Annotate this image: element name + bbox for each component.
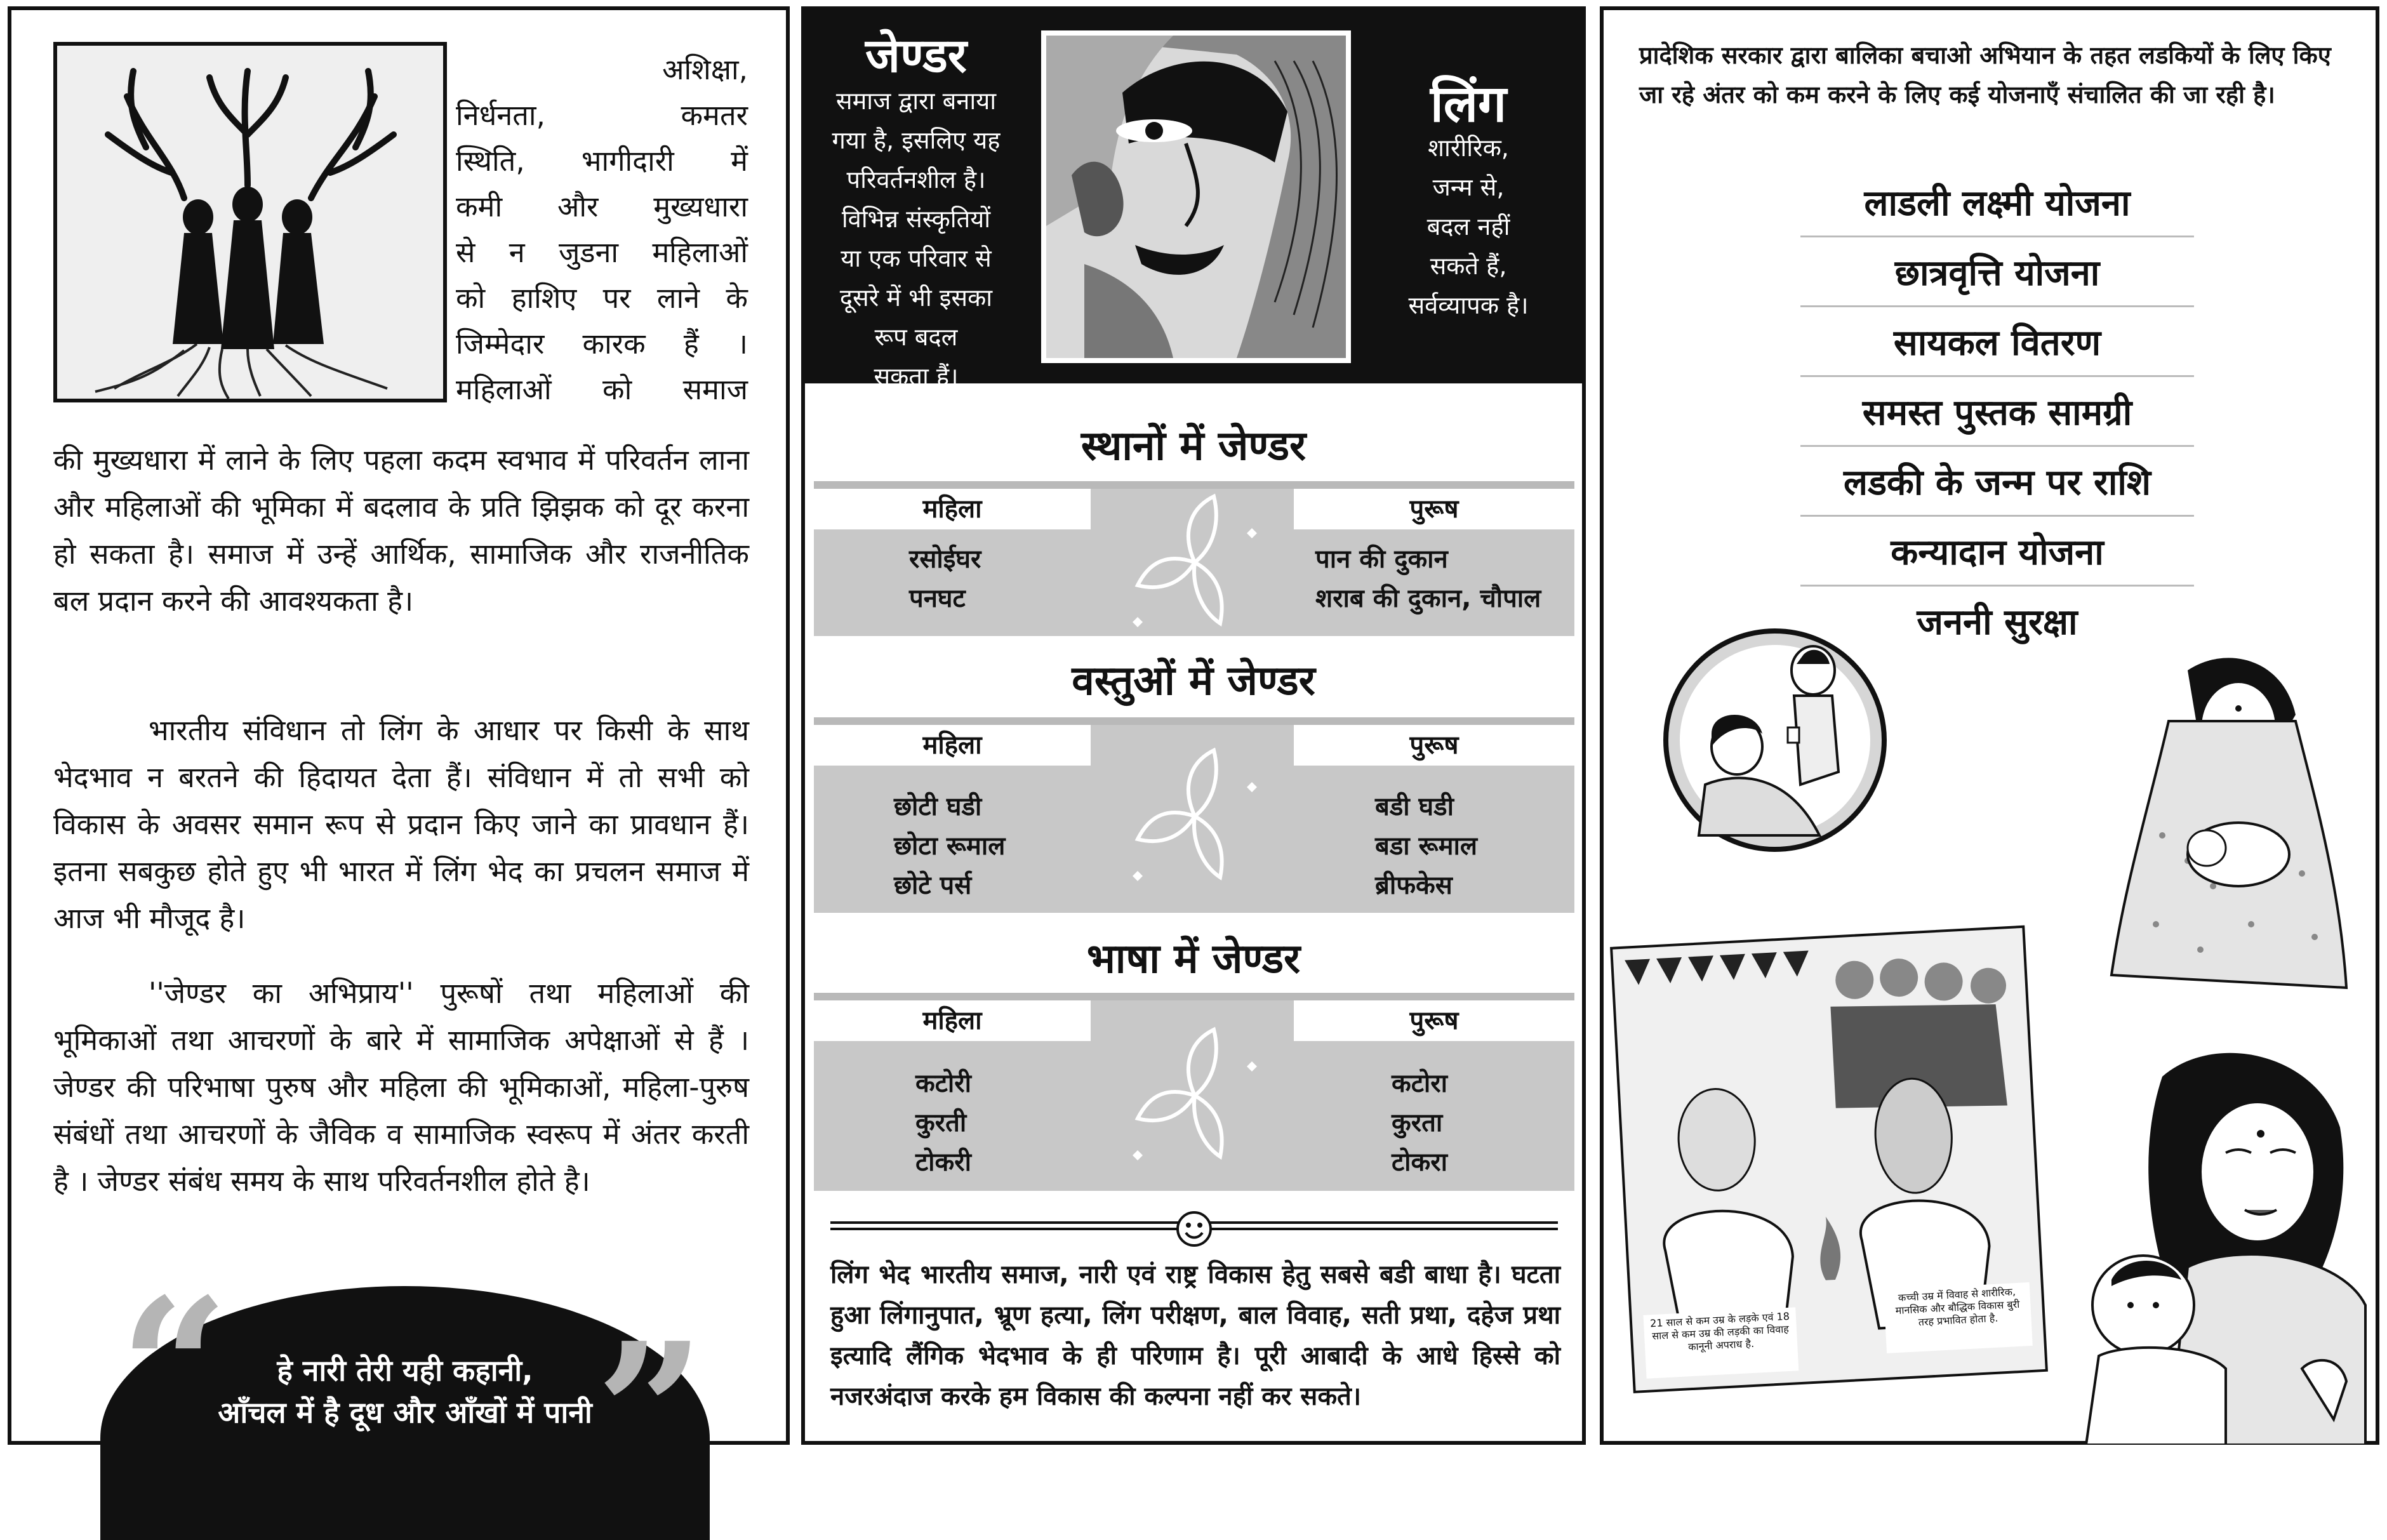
middle-panel	[801, 6, 1586, 1445]
list-item: छोटी घडी	[894, 792, 982, 821]
schemes-intro: प्रादेशिक सरकार द्वारा बालिका बचाओ अभियान के तहत लडकियों के लिए किए जा रहे अंतर को कम करने के लिए कई योजनाएँ संचालित की जा रही है।	[1639, 41, 2331, 109]
float-line: स्थिति, भागीदारी में	[456, 144, 748, 178]
paragraph-1-rest: की मुख्यधारा में लाने के लिए पहला कदम स्वभाव में परिवर्तन लाना और महिलाओं की भूमिका में बदलाव के प्रति झिझक को दूर करना हो सकता है। समाज में उन्हें आर्थिक, सामाजिक और राजनीतिक बल प्रदान करने की आवश्यकता है।	[53, 443, 749, 618]
scheme-item: लाडली लक्ष्मी योजना	[1864, 182, 2131, 224]
poster-caption-right: कच्ची उम्र में विवाह से शारीरिक, मानसिक और बौद्धिक विकास बुरी तरह प्रभावित होता है.	[1895, 1285, 2020, 1329]
female-items	[894, 787, 1005, 905]
list-item: कटोरा	[1392, 1069, 1447, 1098]
nursing-mother-illustration	[2086, 645, 2372, 1000]
section-title-objects: वस्तुओं में जेण्डर	[1072, 657, 1315, 705]
quote-text	[138, 1350, 672, 1433]
tree-women-illustration	[53, 42, 447, 402]
gender-description	[811, 81, 1021, 396]
right-panel	[1600, 6, 2379, 1445]
list-item: कुरता	[1392, 1108, 1443, 1138]
leaf-motif-icon	[1119, 744, 1271, 889]
ling-line: सकते हैं,	[1430, 252, 1507, 280]
child-marriage-poster	[1610, 924, 2054, 1394]
gender-line: परिवर्तनशील है।	[846, 166, 986, 194]
list-item: पनघट	[909, 584, 966, 613]
leaf-motif-icon	[1119, 490, 1271, 635]
float-line: जिम्मेदार कारक हैं ।	[456, 327, 748, 361]
scheme-item: लडकी के जन्म पर राशि	[1844, 461, 2151, 503]
list-item: टोकरी	[915, 1148, 971, 1177]
section-rule	[814, 481, 1574, 489]
female-column-header: महिला	[814, 1000, 1091, 1041]
gender-line: या एक परिवार से	[841, 244, 992, 272]
float-line: निर्धनता, कमतर	[456, 98, 748, 132]
list-item: पान की दुकान	[1315, 545, 1448, 574]
mother-baby-illustration	[2073, 1039, 2372, 1445]
intro-float-text	[456, 47, 748, 413]
gender-line: समाज द्वारा बनाया	[835, 87, 997, 115]
ling-title: लिंग	[1430, 74, 1506, 133]
list-item: रसोईघर	[909, 545, 981, 574]
scheme-item: समस्त पुस्तक सामग्री	[1862, 391, 2132, 434]
conclusion-text: लिंग भेद भारतीय समाज, नारी एवं राष्ट्र विकास हेतु सबसे बडी बाधा है। घटता हुआ लिंगानुपात, भ्रूण हत्या, लिंग परीक्षण, बाल विवाह, सती प्रथा, दहेज प्रथा इत्यादि लैंगिक भेदभाव के ही परिणाम है। पूरी आबादी के आधे हिस्से को नजरअंदाज करके हम विकास की कल्पना नहीं कर सकते।	[830, 1260, 1560, 1411]
gender-line: दूसरे में भी इसका	[839, 284, 993, 312]
close-quote-icon: ”	[595, 1301, 705, 1525]
male-column-header: पुरूष	[1294, 1000, 1574, 1041]
male-items	[1375, 787, 1477, 905]
leaf-motif-icon	[1119, 1023, 1271, 1168]
left-panel	[8, 6, 790, 1525]
poster-caption-left: 21 साल से कम उम्र के लड़के एवं 18 साल से कम उम्र की लड़की का विवाह कानूनी अपराध है.	[1649, 1310, 1790, 1353]
schemes-list	[1794, 168, 2200, 654]
section-title-places: स्थानों में जेण्डर	[1080, 422, 1307, 470]
section-rule	[814, 717, 1574, 725]
female-column-header: महिला	[814, 489, 1091, 529]
paragraph-2: भारतीय संविधान तो लिंग के आधार पर किसी के साथ भेदभाव न बरतने की हिदायत देता हैं। संविधान में तो सभी को विकास के अवसर समान रूप से प्रदान किए जाने का प्रावधान हैं। इतना सबकुछ होते हुए भी भारत में लिंग भेद का प्रचलन समाज में आज भी मौजूद है।	[53, 714, 749, 935]
scheme-item: छात्रवृत्ति योजना	[1894, 251, 2100, 294]
scheme-item: सायकल वितरण	[1893, 321, 2101, 364]
gender-line: रूप बदल	[874, 323, 958, 351]
gender-line: विभिन्न संस्कृतियों	[841, 205, 991, 233]
scheme-item: कन्यादान योजना	[1891, 531, 2104, 573]
paragraph-3: ''जेण्डर का अभिप्राय'' पुरूषों तथा महिलाओं की भूमिकाओं तथा आचरणों के बारे में सामाजिक अपेक्षाओं से हैं । जेण्डर की परिभाषा पुरुष और महिला की भूमिकाओं, महिला-पुरुष संबंधों तथा आचरणों के जैविक व सामाजिक स्वरूप में अंतर करती है । जेण्डर संबंध समय के साथ परिवर्तनशील होते है।	[53, 976, 749, 1198]
gender-title: जेण्डर	[865, 29, 967, 83]
male-items	[1315, 540, 1541, 618]
section-rule	[814, 993, 1574, 1000]
smiley-icon	[1175, 1210, 1213, 1248]
quote-line-1: हे नारी तेरी यही कहानी,	[277, 1353, 533, 1388]
list-item: ब्रीफकेस	[1375, 871, 1453, 900]
float-line: से न जुडना महिलाओं	[456, 236, 748, 269]
list-item: कुरती	[915, 1108, 967, 1138]
list-item: बडा रूमाल	[1375, 832, 1478, 861]
gender-vs-sex-header	[805, 10, 1582, 390]
gender-line: सकता हैं।	[874, 362, 959, 390]
float-line: को हाशिए पर लाने के	[456, 281, 748, 315]
scheme-item: जननी सुरक्षा	[1917, 601, 2078, 643]
places-table	[814, 489, 1574, 636]
float-line: अशिक्षा,	[662, 53, 748, 86]
quote-line-2: आँचल में है दूध और आँखों में पानी	[218, 1395, 592, 1430]
section-title-language: भाषा में जेण्डर	[1086, 935, 1301, 983]
male-column-header: पुरूष	[1294, 725, 1574, 766]
face-artwork	[1041, 30, 1351, 363]
objects-table	[814, 725, 1574, 913]
ling-line: बदल नहीं	[1426, 213, 1510, 241]
female-items	[915, 1064, 971, 1182]
ling-description	[1357, 128, 1579, 325]
male-column-header: पुरूष	[1294, 489, 1574, 529]
open-quote-icon: “	[119, 1256, 229, 1480]
language-table	[814, 1000, 1574, 1191]
list-item: छोटा रूमाल	[894, 832, 1006, 861]
float-line: कमी और मुख्यधारा	[456, 190, 748, 223]
float-line: महिलाओं को समाज	[456, 373, 748, 406]
ling-line: जन्म से,	[1432, 173, 1505, 201]
list-item: टोकरा	[1392, 1148, 1447, 1177]
ling-line: सर्वव्यापक है।	[1408, 291, 1529, 319]
list-item: छोटे पर्स	[894, 871, 972, 900]
mother-child-circle-illustration	[1661, 626, 1889, 854]
male-items	[1392, 1064, 1447, 1182]
list-item: कटोरी	[915, 1069, 971, 1098]
female-column-header: महिला	[814, 725, 1091, 766]
list-item: बडी घडी	[1375, 792, 1454, 821]
list-item: शराब की दुकान, चौपाल	[1315, 584, 1541, 613]
gender-line: गया है, इसलिए यह	[832, 126, 1001, 154]
female-items	[909, 540, 981, 618]
ling-line: शारीरिक,	[1428, 134, 1509, 162]
